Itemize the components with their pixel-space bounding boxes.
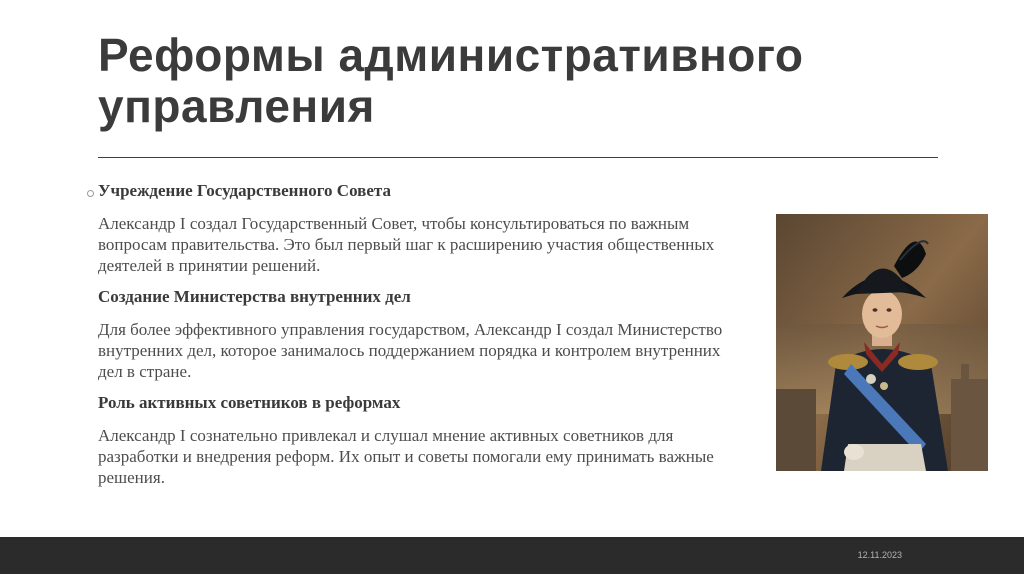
title-divider <box>98 157 938 158</box>
portrait-image <box>776 214 988 471</box>
footer-bar <box>0 537 1024 574</box>
slide-title: Реформы административного управления <box>98 29 804 132</box>
section-text: Александр I создал Государственный Совет, чтобы консультироваться по важным вопросам правительства. Это был первый шаг к расширению участия общественных деятелей в принятии решений. <box>98 214 715 275</box>
slide-content <box>98 180 738 498</box>
section-text: Александр I сознательно привлекал и слушал мнение активных советников для разработки и внедрения реформ. Их опыт и советы помогали ему принимать важные решения. <box>98 426 714 487</box>
section-text: Для более эффективного управления государством, Александр I создал Министерство внутренних дел, которое занималось поддержанием порядка и контролем внутренних дел в стране. <box>98 320 723 381</box>
footer-date: 12.11.2023 <box>857 550 902 560</box>
section-heading: Роль активных советников в реформах <box>98 393 401 412</box>
section-1 <box>98 180 738 201</box>
bullet-circle-icon <box>87 190 94 197</box>
section-heading: Создание Министерства внутренних дел <box>98 287 411 306</box>
section-heading: Учреждение Государственного Совета <box>98 181 391 200</box>
